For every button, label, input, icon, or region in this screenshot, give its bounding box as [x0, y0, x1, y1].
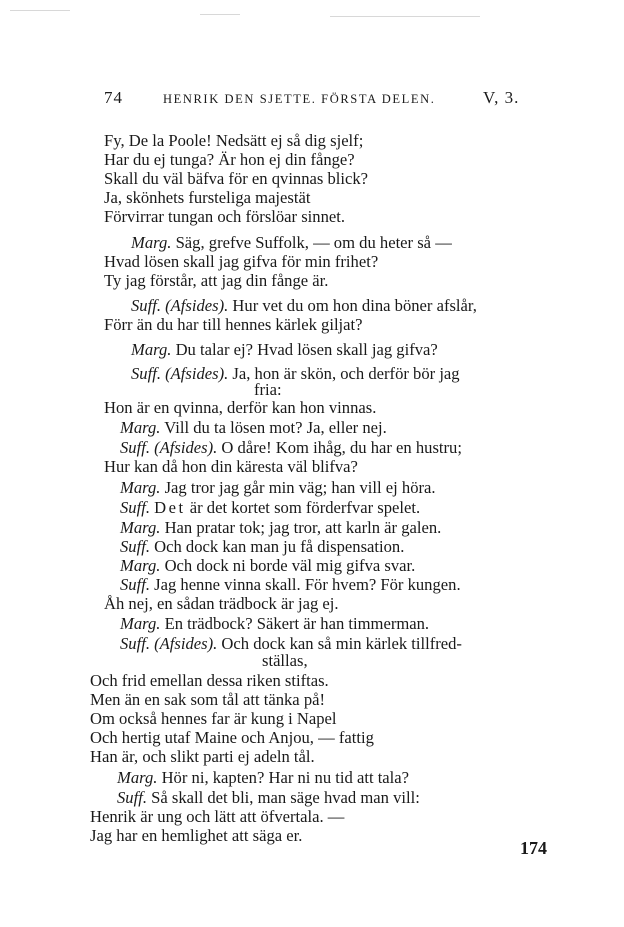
verse-line [104, 188, 310, 208]
verse-line [90, 671, 329, 691]
running-title: HENRIK DEN SJETTE. FÖRSTA DELEN. [163, 92, 436, 106]
line-text: Åh nej, en sådan trädbock är jag ej. [104, 594, 339, 613]
line-text: Har du ej tunga? Är hon ej din fånge? [104, 150, 355, 169]
speaker-label: Suff. [131, 364, 161, 383]
line-text: Skall du väl bäfva för en qvinnas blick? [104, 169, 369, 188]
line-text: O dåre! Kom ihåg, du har en hustru; [221, 438, 462, 457]
verse-line [90, 826, 302, 846]
spaced-word: Det [154, 498, 186, 517]
verse-line [131, 233, 452, 253]
stage-direction: (Afsides). [154, 634, 218, 653]
verse-line [90, 807, 344, 827]
line-text: Jag har en hemlighet att säga er. [90, 826, 303, 845]
verse-line [131, 364, 460, 384]
line-text: Jag henne vinna skall. För hvem? För kungen. [154, 575, 461, 594]
verse-line [104, 150, 355, 170]
verse-line [120, 537, 404, 557]
line-text: Ja, skönhets fursteliga majestät [104, 188, 311, 207]
verse-line [104, 398, 376, 418]
verse-line [120, 575, 461, 595]
verse-line [90, 709, 337, 729]
verse-line [117, 788, 420, 808]
line-text: Ja, hon är skön, och derför bör jag [232, 364, 460, 383]
line-text: Hvad lösen skall jag gifva för min frihet? [104, 252, 379, 271]
line-text: Om också hennes far är kung i Napel [90, 709, 337, 728]
line-text: Hur vet du om hon dina böner afslår, [232, 296, 477, 315]
verse-line [120, 498, 420, 518]
verse-line [117, 768, 409, 788]
verse-line [131, 296, 477, 316]
verse-line [254, 380, 282, 400]
verse-line [104, 594, 339, 614]
line-text: Hör ni, kapten? Har ni nu tid att tala? [161, 768, 410, 787]
line-text: Och hertig utaf Maine och Anjou, — fattig [90, 728, 374, 747]
line-text: Henrik är ung och lätt att öfvertala. — [90, 807, 345, 826]
line-text: Så skall det bli, man säge hvad man vill: [151, 788, 420, 807]
speaker-label: Marg. [120, 418, 161, 437]
verse-line [104, 207, 345, 227]
line-text: Och frid emellan dessa riken stiftas. [90, 671, 329, 690]
scan-speck [200, 14, 240, 15]
speaker-label: Suff. [131, 296, 161, 315]
verse-line [120, 418, 387, 438]
verse-line [120, 438, 462, 458]
line-text: Och dock ni borde väl mig gifva svar. [164, 556, 416, 575]
stage-direction: (Afsides). [165, 296, 229, 315]
speaker-label: Suff. [120, 575, 150, 594]
speaker-label: Marg. [120, 478, 161, 497]
act-scene: V, 3. [483, 88, 520, 107]
line-text: Vill du ta lösen mot? Ja, eller nej. [164, 418, 387, 437]
stage-direction: (Afsides). [154, 438, 218, 457]
verse-line [90, 747, 315, 767]
line-text: Och dock kan man ju få dispensation. [154, 537, 405, 556]
stage-direction: (Afsides). [165, 364, 229, 383]
folio-number: 174 [520, 838, 547, 858]
speaker-label: Marg. [131, 233, 172, 252]
line-text: Fy, De la Poole! Nedsätt ej så dig sjelf; [104, 131, 364, 150]
verse-line [104, 252, 378, 272]
line-text: är det kortet som förderfvar spelet. [189, 498, 421, 517]
line-text: Hon är en qvinna, derför kan hon vinnas. [104, 398, 377, 417]
speaker-label: Marg. [131, 340, 172, 359]
line-text: Han är, och slikt parti ej adeln tål. [90, 747, 315, 766]
line-text: Säg, grefve Suffolk, — om du heter så — [175, 233, 452, 252]
verse-line [120, 614, 429, 634]
verse-line [262, 651, 308, 671]
verse-line [90, 728, 374, 748]
speaker-label: Suff. [120, 537, 150, 556]
line-text: Hur kan då hon din käresta väl blifva? [104, 457, 358, 476]
speaker-label: Suff. [120, 498, 150, 517]
line-text: Förvirrar tungan och förslöar sinnet. [104, 207, 346, 226]
verse-line [120, 478, 436, 498]
line-text: Du talar ej? Hvad lösen skall jag gifva? [175, 340, 438, 359]
verse-line [131, 340, 438, 360]
line-text: Och dock kan så min kärlek tillfred- [221, 634, 462, 653]
verse-line [104, 315, 363, 335]
speaker-label: Suff. [117, 788, 147, 807]
line-text: ställas, [262, 651, 308, 670]
verse-line [104, 271, 328, 291]
speaker-label: Marg. [120, 614, 161, 633]
scan-speck [330, 16, 480, 17]
line-text: En trädbock? Säkert är han timmerman. [164, 614, 430, 633]
verse-line [90, 690, 325, 710]
verse-line [120, 518, 441, 538]
line-text: Förr än du har till hennes kärlek giljat? [104, 315, 363, 334]
speaker-label: Marg. [120, 556, 161, 575]
verse-line [104, 457, 358, 477]
speaker-label: Suff. [120, 634, 150, 653]
line-text: fria: [254, 380, 282, 399]
speaker-label: Marg. [117, 768, 158, 787]
line-text: Ty jag förstår, att jag din fånge är. [104, 271, 329, 290]
line-text: Han pratar tok; jag tror, att karln är galen. [164, 518, 442, 537]
verse-line [104, 131, 363, 151]
speaker-label: Marg. [120, 518, 161, 537]
scan-speck [10, 10, 70, 11]
verse-line [104, 169, 368, 189]
speaker-label: Suff. [120, 438, 150, 457]
line-text: Jag tror jag går min väg; han vill ej höra. [164, 478, 436, 497]
verse-line [120, 556, 415, 576]
page-number: 74 [104, 88, 123, 107]
line-text: Men än en sak som tål att tänka på! [90, 690, 326, 709]
